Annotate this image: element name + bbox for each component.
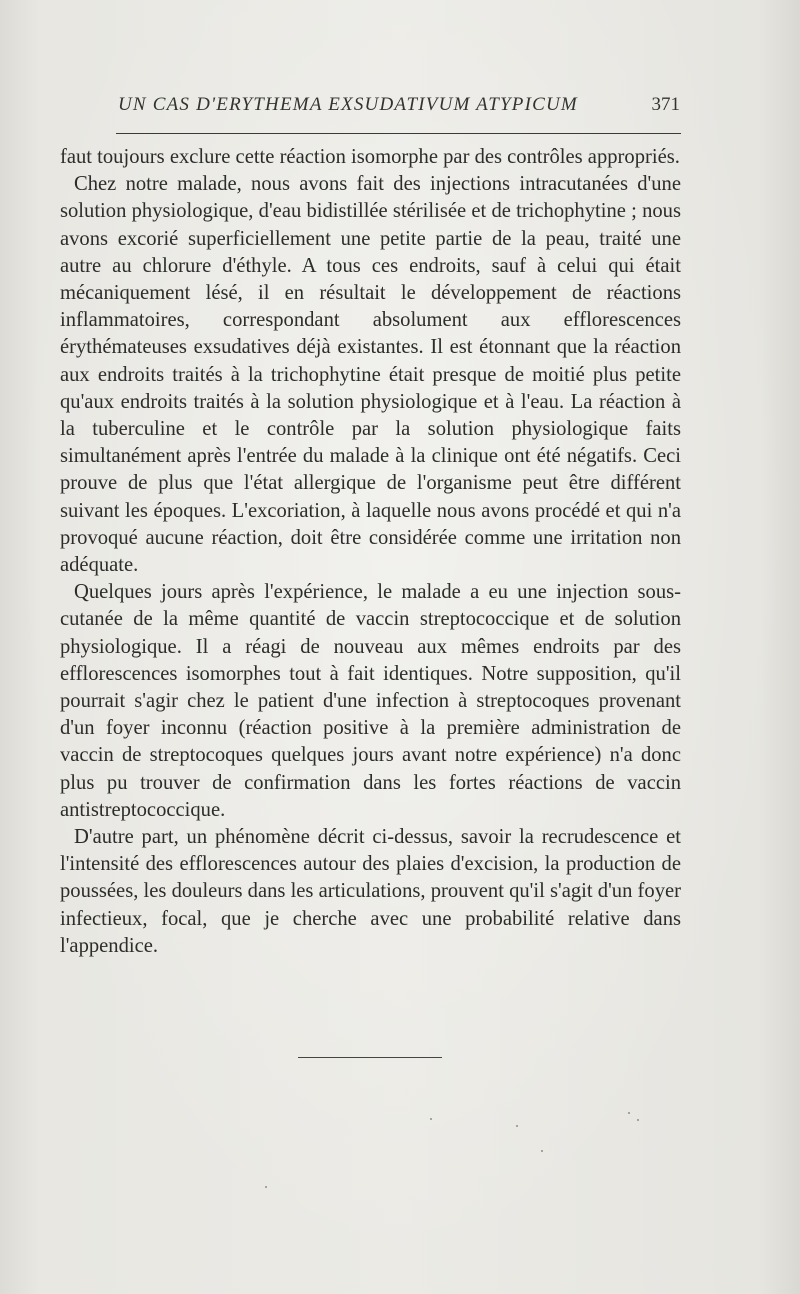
paper-speck <box>628 1112 630 1114</box>
header-rule <box>116 133 681 134</box>
paper-speck <box>637 1119 639 1121</box>
running-title: UN CAS D'ERYTHEMA EXSUDATIVUM ATYPICUM <box>118 94 578 115</box>
paragraph-3: Quelques jours après l'expérience, le malade a eu une injection sous-cutanée de la même quantité de vaccin streptococcique et de solution physiologique. Il a réagi de nouveau aux mêmes endroits par des efflorescences isomorphes tout à fait identiques. Notre supposition, qu'il pourrait s'agir chez le patient d'une infection à streptocoques provenant d'un foyer inconnu (réaction positive à la première administration de vaccin de streptocoques quelques jours avant notre expérience) n'a donc plus pu trouver de confirmation dans les fortes réactions de vaccin antistreptococcique. <box>60 581 681 821</box>
paper-speck <box>541 1150 543 1152</box>
page-header <box>118 94 680 124</box>
paper-speck <box>430 1118 432 1120</box>
paper-speck <box>265 1186 267 1188</box>
end-rule <box>298 1057 442 1058</box>
body-text <box>60 144 681 960</box>
paragraph-1: faut toujours exclure cette réaction isomorphe par des contrôles appropriés. <box>60 146 680 168</box>
paragraph-4: D'autre part, un phénomène décrit ci-dessus, savoir la recrudescence et l'intensité des efflorescences autour des plaies d'excision, la production de poussées, les douleurs dans les articulations, prouvent qu'il s'agit d'un foyer infectieux, focal, que je cherche avec une probabilité relative dans l'appendice. <box>60 826 681 957</box>
paper-speck <box>516 1125 518 1127</box>
paragraph-2: Chez notre malade, nous avons fait des injections intracutanées d'une solution physiologique, d'eau bidistillée stérilisée et de trichophytine ; nous avons excorié superficiellement une petite partie de la peau, traité une autre au chlorure d'éthyle. A tous ces endroits, sauf à celui qui était mécaniquement lésé, il en résultait le développement de réactions inflammatoires, correspondant absolument aux efflorescences érythémateuses exsudatives déjà existantes. Il est étonnant que la réaction aux endroits traités à la trichophytine était presque de moitié plus petite qu'aux endroits traités à la solution physiologique et à l'eau. La réaction à la tuberculine et le contrôle par la solution physiologique faits simultanément après l'entrée du malade à la clinique ont été négatifs. Ceci prouve de plus que l'état allergique de l'organisme peut être différent suivant les époques. L'excoriation, à laquelle nous avons procédé et qui n'a provoqué aucune réaction, doit être considérée comme une irritation non adéquate. <box>60 173 681 577</box>
page-number: 371 <box>651 94 680 115</box>
